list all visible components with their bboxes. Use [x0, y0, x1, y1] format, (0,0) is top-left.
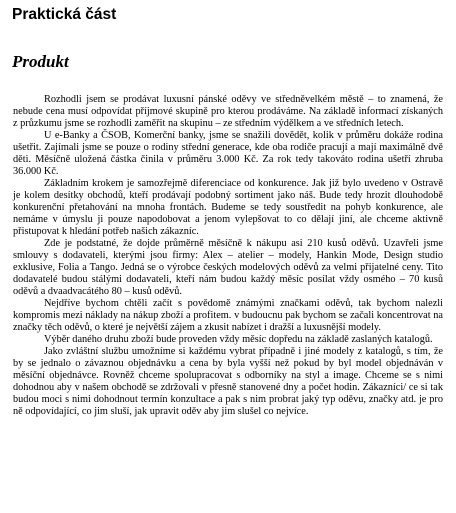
body-text	[13, 94, 443, 418]
subsection-title: Produkt	[12, 52, 69, 71]
section-title: Praktická část	[12, 6, 117, 23]
paragraph: Jako zvláštní službu umožníme si každému vybrat případně i jiné modely z katalogů, s tím, že by se jednalo o závaznou objednávku a cena by byla vyšší než pokud by byl model objednáván v měsíční objednávce. Rovněž chceme spolupracovat s odborníky na styl a image. Chceme se s nimi dohodnou aby v našem obchodě se zdržovali v přesně stanovené dny a počet hodin. Zákazníci/ ce si tak budou moci s nimi dohodnout termín konzultace a pak s nim probrat jaký typ oděvu, značky atd. je pro ně odpovídající, co jim sluší, jak upravit oděv aby jim slušel co nejvíce.	[13, 346, 443, 417]
paragraph: U e-Banky a ČSOB, Komerční banky, jsme se snažili dovědět, kolik v průměru dokáže rodina ušetřit. Zajímali jsme se pouze o rodiny střední generace, kde oba rodiče pracují a mají maximálně dvě děti. Měsíčně uložená částka činila v průměru 3.000 Kč. Za rok tedy takováto rodina ušetří zhruba 36.000 Kč.	[13, 130, 443, 177]
paragraph: Výběr daného druhu zboží bude proveden vždy měsíc dopředu na základě zaslaných katalogů.	[44, 334, 433, 345]
paragraph: Zde je podstatné, že dojde průměrně měsíčně k nákupu asi 210 kusů oděvů. Uzavřeli jsme smlouvy s dodavateli, kterými jsou firmy: Alex – atelier – modely, Hankin Mode, Design studio exklusive, Folia a Tango. Jedná se o výrobce českých modelových oděvů za velmi přijatelné ceny. Tito dodavatelé budou stálými dodavateli, kteří nám budou každý měsíc posílat vždy osmého – 70 kusů oděvů a dvaadvacátého 80 – kusů oděvů.	[13, 238, 443, 297]
paragraph: Nejdříve bychom chtěli začít s povědomě známými značkami oděvů, tak bychom nalezli kompromis mezi náklady na nákup zboží a profitem. v budoucnu pak bychom se začali koncentrovat na značky těch oděvů, o které je největší zájem a zkusit nabízet i dražší a luxusnější modely.	[13, 298, 443, 333]
paragraph: Rozhodli jsem se prodávat luxusní pánské oděvy ve středněvelkém městě – to znamená, že nebude cena musí odpovídat příjmové skupině pro kterou prodáváme. Na základě informací získaných z průzkumu jsme se rozhodli zaměřit na skupinu – ze středním výdělkem a ve středních letech.	[13, 94, 443, 129]
paragraph: Základním krokem je samozřejmě diferenciace od konkurence. Jak již bylo uvedeno v Ostravě je kolem desítky obchodů, kteří prodávají podobný sortiment jako náš. Bude tedy hrozit dlouhodobě konkurenční přetahování na mnoha frontách. Budeme se tedy soustředit na pohyb konkurence, ale nemáme v úmyslu ji pouze napodobovat a jenom vylepšovat to co dělají jiní, ale chceme aktivně přistupovat k hledání potřeb našich zákazníc.	[13, 178, 443, 237]
